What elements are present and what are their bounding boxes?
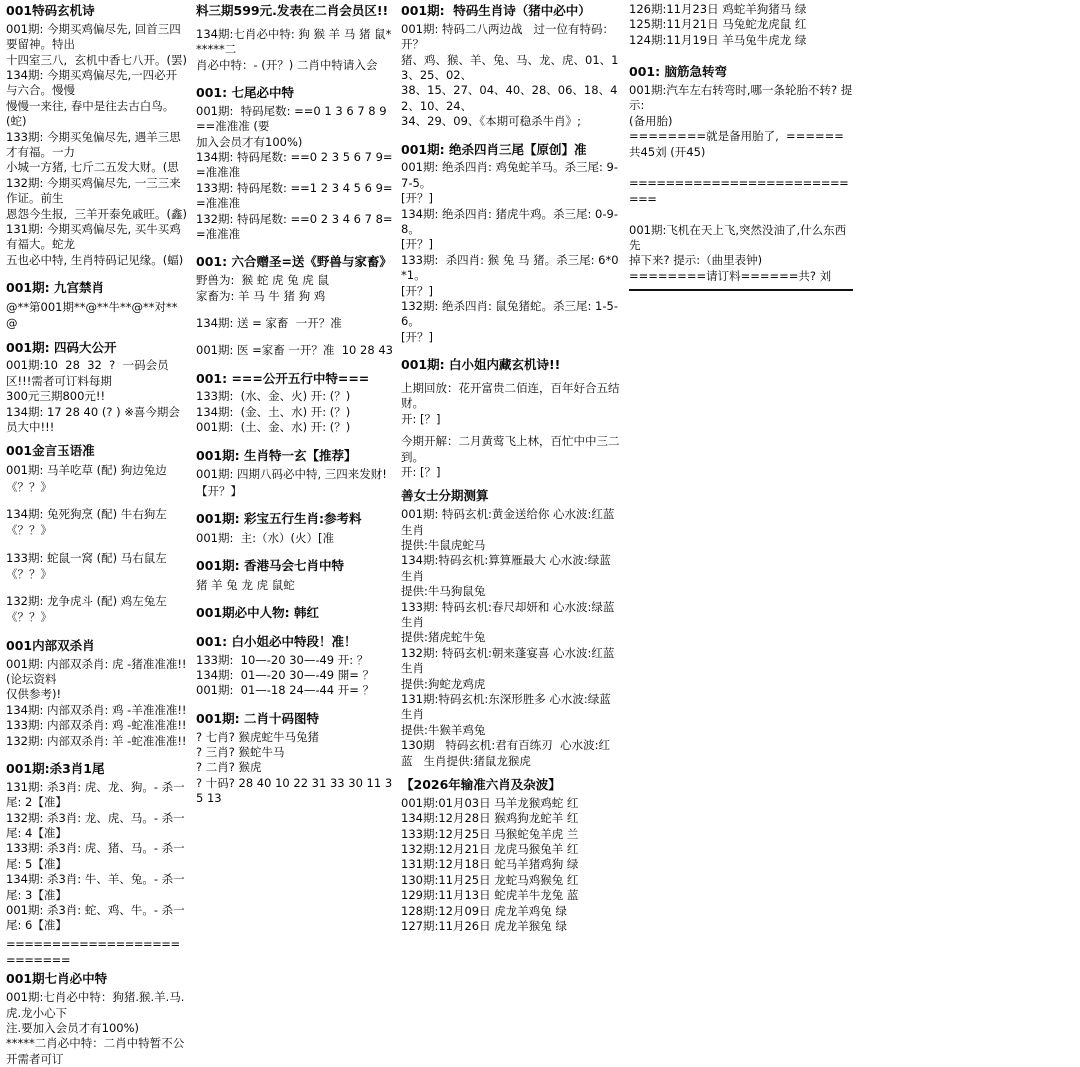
jinyan-001: 001期: 马羊吃草 (配) 狗边兔边《？？》 <box>6 463 167 494</box>
table-row: 127期:11月26日 虎龙羊猴兔 绿 <box>401 919 567 934</box>
title-xianggang: 001期: 香港马会七肖中特 <box>196 558 344 574</box>
title-si-ma-da-gong-kai: 001期: 四码大公开 <box>6 339 117 355</box>
jueshasi-body: 001期: 绝杀四肖: 鸡兔蛇羊马。杀三尾: 9-7-5。 [开？] 134期: 绝杀四肖: 猪虎牛鸡。杀三尾: 0-9-8。 [开？] 133期: 杀四肖: 猴 兔 马 猪。杀三尾: 6*0*1。 [开？] 132期: 绝杀四肖: 鼠兔猪蛇。杀三尾: 1-5-6。 [开？] <box>401 160 619 344</box>
title-naojin: 001: 脑筋急转弯 <box>629 64 727 80</box>
qixiao-body: 001期:七肖必中特：狗猪.猴.羊.马.虎.龙小心下 注.要加入会员才有100%) *****二肖必中特：二肖中特暂不公开需者可订 <box>6 990 185 1066</box>
title-gongkai-5: 001: ===公开五行中特=== <box>196 370 370 386</box>
title-biren: 001期必中人物: 韩红 <box>196 605 319 621</box>
jiugong-body: @**第001期**@**牛**@**对**@ <box>6 300 178 331</box>
jinyan-134: 134期: 兔死狗烹 (配) 牛右狗左《？？》 <box>6 506 167 538</box>
table-2026 <box>401 796 621 935</box>
table-row: 133期:12月25日 马猴蛇兔羊虎 兰 <box>401 826 579 841</box>
table-2026-tail <box>629 2 853 48</box>
title-jinyan-yuyu: 001金言玉语准 <box>6 443 95 459</box>
table-row: 130期:11月25日 龙蛇马鸡猴兔 红 <box>401 872 579 887</box>
qixiao-134: 134期:七肖必中特: 狗 猴 羊 马 猪 鼠******二 肖必中特：- (开？) 二肖中特请入会 <box>196 26 392 72</box>
horizontal-rule <box>629 289 853 291</box>
title-shannv: 善女士分期测算 <box>401 488 489 504</box>
mizang-now: 今期开解：二月黄莺飞上林，百忙中中三二到。 开: [？] <box>401 434 620 479</box>
divider-dashes-2: =========================== <box>629 176 849 207</box>
jinyan-133: 133期: 蛇鼠一窝 (配) 马右鼠左《？？》 <box>6 550 167 581</box>
title-neibu: 001内部双杀肖 <box>6 637 95 653</box>
divider-dashes-1: ========================== <box>6 936 180 968</box>
table-row: 126期:11月23日 鸡蛇羊狗猪马 绿 <box>629 2 807 16</box>
caibao-body: 001期: 主:（水）(火）[准 <box>196 530 334 545</box>
liuhe-134: 134期: 送 = 家畜 一开？准 <box>196 315 342 330</box>
table-row: 124期:11月19日 羊马兔牛虎龙 绿 <box>629 32 807 47</box>
table-row: 001期:01月03日 马羊龙猴鸡蛇 红 <box>401 795 579 810</box>
naojin-001b: 001期:飞机在天上飞,突然没油了,什么东西先 掉下来? 提示:（曲里表钟) ========请订料======共? 刘 <box>629 222 847 283</box>
texd-body: 001期: 特码二八两边战 过一位有特码：开？ 猪、鸡、猴、羊、兔、马、龙、虎、01、13、25、02、 38、15、27、04、40、28、06、18、42、10、24、 34、29、09、《本期可稳杀牛肖》; <box>401 21 619 129</box>
xianggang-body: 猪 羊 兔 龙 虎 鼠蛇 <box>196 577 295 592</box>
si-ma-body: 001期:10 28 32 ? 一码会员区!!!需者可订料每期 300元三期800元!! 134期: 17 28 40 (? ) ※喜今期会员大中!!! <box>6 358 180 435</box>
shengxiao-body: 001期: 四期八码必中特, 三四来发财!【开？】 <box>196 467 387 498</box>
table-row: 125期:11月21日 马兔蛇龙虎鼠 红 <box>629 17 807 32</box>
table-row: 132期:12月21日 龙虎马猴兔羊 红 <box>401 842 579 857</box>
liuhe-body: 野兽为: 猴 蛇 虎 兔 虎 鼠 家畜为: 羊 马 牛 猪 狗 鸡 <box>196 273 329 303</box>
sha3-body: 131期: 杀3肖: 虎、龙、狗。- 杀一尾: 2【准】 132期: 杀3肖: 龙、虎、马。- 杀一尾: 4【准】 133期: 杀3肖: 虎、猪、马。- 杀一尾: 5【准】 134期: 杀3肖: 牛、羊、兔。- 杀一尾: 3【准】 001期: 杀3肖: 蛇、鸡、牛。- 杀一尾: 6【准】 <box>6 779 185 933</box>
title-qixiao: 001期七肖必中特 <box>6 971 108 987</box>
title-bxj-mizang: 001期: 白小姐内藏玄机诗!! <box>401 357 561 373</box>
gongkai-body: 133期: (水、金、火) 开: (？) 134期: (金、土、水) 开: (？) 001期: (土、金、水) 开: (？) <box>196 389 351 435</box>
title-jueshasi: 001期: 绝杀四肖三尾【原创】准 <box>401 141 587 157</box>
qiwei-body: 001期: 特码尾数: ==0 1 3 6 7 8 9==准准准 (要 加入会员才有100%) 134期: 特码尾数: ==0 2 3 5 6 7 9==准准准 133期: 特码尾数: ==1 2 3 4 5 6 9==准准准 132期: 特码尾数: ==0 2 3 4 6 7 8==准准准 <box>196 103 393 241</box>
neibu-body: 001期: 内部双杀肖: 虎 -猪准准准!! (论坛资料 仅供参考)! 134期: 内部双杀肖: 鸡 -羊准准准!! 133期: 内部双杀肖: 鸡 -蛇准准准!! 132期: 内部双杀肖: 羊 -蛇准准准!! <box>6 656 191 748</box>
title-sha3xiao: 001期:杀3肖1尾 <box>6 761 105 776</box>
title-2026: 【2026年输准六肖及杂波】 <box>401 777 561 793</box>
table-row: 131期:12月18日 蛇马羊猪鸡狗 绿 <box>401 857 579 872</box>
title-caibao: 001期: 彩宝五行生肖:参考料 <box>196 510 362 526</box>
column-3 <box>399 2 627 934</box>
title-erxiao10: 001期: 二肖十码图特 <box>196 710 319 726</box>
title-001-tema: 001特码玄机诗 <box>6 3 95 18</box>
bxj-body: 133期: 10—-20 30—-49 开: ？ 134期: 01—-20 30—-49 開= ？ 001期: 01—-18 24—-44 开= ？ <box>196 652 375 698</box>
table-row: 129期:11月13日 蛇虎羊牛龙兔 蓝 <box>401 888 579 903</box>
title-liao3qi: 料三期599元.发表在二肖会员区!! <box>196 3 389 18</box>
title-shengxiao-texuan: 001期: 生肖特一玄【推荐】 <box>196 447 357 463</box>
column-1 <box>4 2 194 1066</box>
mizang-up: 上期回放：花开富贵二佰连，百年好合五结财。 开: [？] <box>401 380 620 426</box>
column-2 <box>194 2 399 806</box>
naojin-body: 001期:汽车左右转弯时,哪一条轮胎不转? 提示: (备用胎) ========就是备用胎了, ====== 共45刘 (开45) <box>629 82 853 159</box>
title-qiwei: 001: 七尾必中特 <box>196 84 294 100</box>
shannv-body: 001期: 特码玄机:黄金送给你 心水波:红蓝 生肖 提供:牛鼠虎蛇马 134期:特码玄机:算算雁最大 心水波:绿蓝 生肖 提供:牛马狗鼠兔 133期: 特码玄机:春尺却妍和 心水波:绿蓝 生肖 提供:猪虎蛇牛兔 132期: 特码玄机:朝来蓬宴喜 心水波:红蓝 生肖 提供:狗蛇龙鸡虎 131期:特码玄机:东深形胜多 心水波:绿蓝 生肖 提供:牛猴羊鸡兔 130期 特码玄机:君有百练刃 心水波:红 蓝 生肖提供:猪鼠龙猴虎 <box>401 507 619 768</box>
title-bxj-texd: 001: 白小姐必中特段！准！ <box>196 633 357 649</box>
title-texd-001: 001期: 特码生肖诗（猪中必中） <box>401 3 591 18</box>
column-4 <box>627 2 859 734</box>
erxiao-body: ? 七肖? 猴虎蛇牛马兔猪 ? 三肖? 猴蛇牛马 ? 二肖? 猴虎 ? 十码? 28 40 10 22 31 33 30 11 35 13 <box>196 729 393 806</box>
table-row: 134期:12月28日 猴鸡狗龙蛇羊 红 <box>401 811 579 826</box>
liuhe-001: 001期: 医 =家畜 一开？准 10 28 43 <box>196 343 393 358</box>
table-row: 128期:12月09日 虎龙羊鸡兔 绿 <box>401 903 567 918</box>
poem-body: 001期: 今期买鸡偏尽先, 回首三四要留神。特出 十四室三八, 玄机中香七八开。(罢) 134期: 今期买鸡偏尽先,一四必开与六合。慢慢 慢慢一来往, 春中是往去古白鸟。(蛇) 133期: 今期买兔偏尽先, 遇羊三思才有福。一力 小城一方猪, 七斤二五发大财。(思 132期: 今期买鸡偏尽先, 一三三来作证。前生 恩怨今生报, 三羊开泰免戚旺。(鑫) 131期: 今期买鸡偏尽先, 买牛买鸡有福大。蛇龙 五也必中特, 生肖特码记见缘。(蝠) <box>6 21 187 267</box>
title-jiugong: 001期: 九宫禁肖 <box>6 280 104 296</box>
jinyan-132: 132期: 龙争虎斗 (配) 鸡左兔左《？？》 <box>6 594 167 625</box>
title-liuhe-sheng: 001: 六合赠圣=送《野兽与家畜》 <box>196 254 392 270</box>
